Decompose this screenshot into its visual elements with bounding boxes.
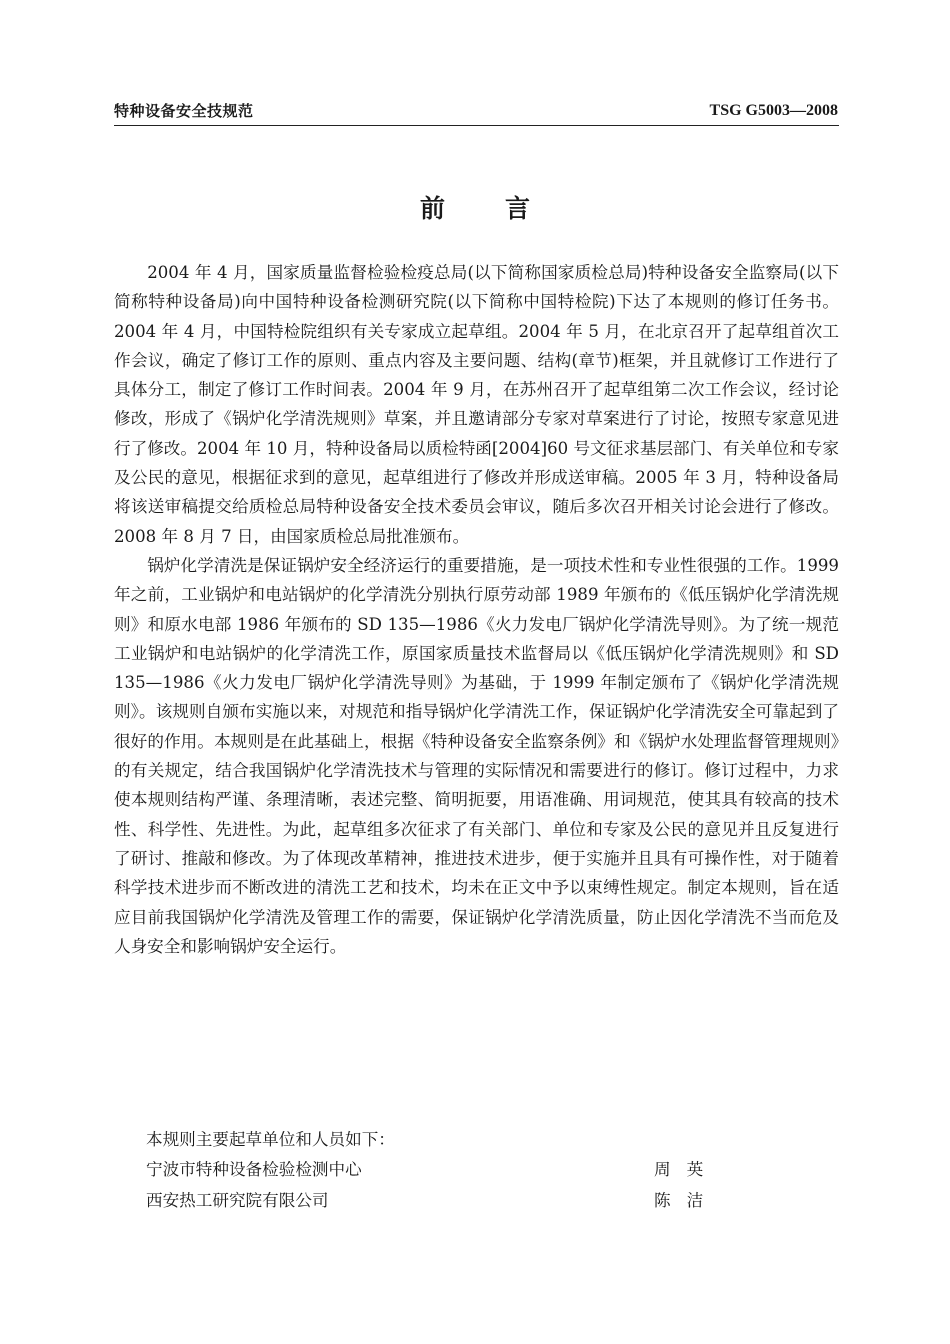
drafter-organization: 西安热工研究院有限公司: [146, 1191, 329, 1210]
drafter-row: [146, 1186, 746, 1215]
header-standard-code: TSG G5003—2008: [709, 102, 838, 119]
header-series-title: 特种设备安全技规范: [114, 102, 254, 120]
drafter-organization: 宁波市特种设备检验检测中心: [146, 1160, 362, 1179]
paragraph-background: 锅炉化学清洗是保证锅炉安全经济运行的重要措施，是一项技术性和专业性很强的工作。1999 年之前，工业锅炉和电站锅炉的化学清洗分别执行原劳动部 1989 年颁布的《低压锅炉化学清洗规则》和原水电部 1986 年颁布的 SD 135—1986《火力发电厂锅炉化学清洗导则》。为了统一规范工业锅炉和电站锅炉的化学清洗工作，原国家质量技术监督局以《低压锅炉化学清洗规则》和 SD 135—1986《火力发电厂锅炉化学清洗导则》为基础，于 1999 年制定颁布了《锅炉化学清洗规则》。该规则自颁布实施以来，对规范和指导锅炉化学清洗工作，保证锅炉化学清洗安全可靠起到了很好的作用。本规则是在此基础上，根据《特种设备安全监察条例》和《锅炉水处理监督管理规则》的有关规定，结合我国锅炉化学清洗技术与管理的实际情况和需要进行的修订。修订过程中，力求使本规则结构严谨、条理清晰，表述完整、简明扼要，用语准确、用词规范，使其具有较高的技术性、科学性、先进性。为此，起草组多次征求了有关部门、单位和专家及公民的意见并且反复进行了研讨、推敲和修改。为了体现改革精神，推进技术进步，便于实施并且具有可操作性，对于随着科学技术进步而不断改进的清洗工艺和技术，均未在正文中予以束缚性规定。制定本规则，旨在适应目前我国锅炉化学清洗及管理工作的需要，保证锅炉化学清洗质量，防止因化学清洗不当而危及人身安全和影响锅炉安全运行。: [114, 555, 839, 956]
drafters-intro: 本规则主要起草单位和人员如下：: [146, 1130, 395, 1149]
header-divider: [114, 125, 839, 126]
drafter-person: 周英: [654, 1160, 720, 1179]
drafter-person: 陈洁: [654, 1191, 720, 1210]
page-title: 前言: [419, 194, 590, 223]
running-header: [114, 100, 838, 124]
paragraph-revision-history: 2004 年 4 月，国家质量监督检验检疫总局(以下简称国家质检总局)特种设备安全监察局(以下简称特种设备局)向中国特种设备检测研究院(以下简称中国特检院)下达了本规则的修订任务书。2004 年 4 月，中国特检院组织有关专家成立起草组。2004 年 5 月，在北京召开了起草组首次工作会议，确定了修订工作的原则、重点内容及主要问题、结构(章节)框架，并且就修订工作进行了具体分工，制定了修订工作时间表。2004 年 9 月，在苏州召开了起草组第二次工作会议，经讨论修改，形成了《锅炉化学清洗规则》草案，并且邀请部分专家对草案进行了讨论，按照专家意见进行了修改。2004 年 10 月，特种设备局以质检特函[2004]60 号文征求基层部门、有关单位和专家及公民的意见，根据征求到的意见，起草组进行了修改并形成送审稿。2005 年 3 月，特种设备局将该送审稿提交给质检总局特种设备安全技术委员会审议，随后多次召开相关讨论会进行了修改。2008 年 8 月 7 日，由国家质检总局批准颁布。: [114, 263, 839, 546]
preface-body: [114, 258, 839, 961]
drafter-row: [146, 1155, 746, 1184]
